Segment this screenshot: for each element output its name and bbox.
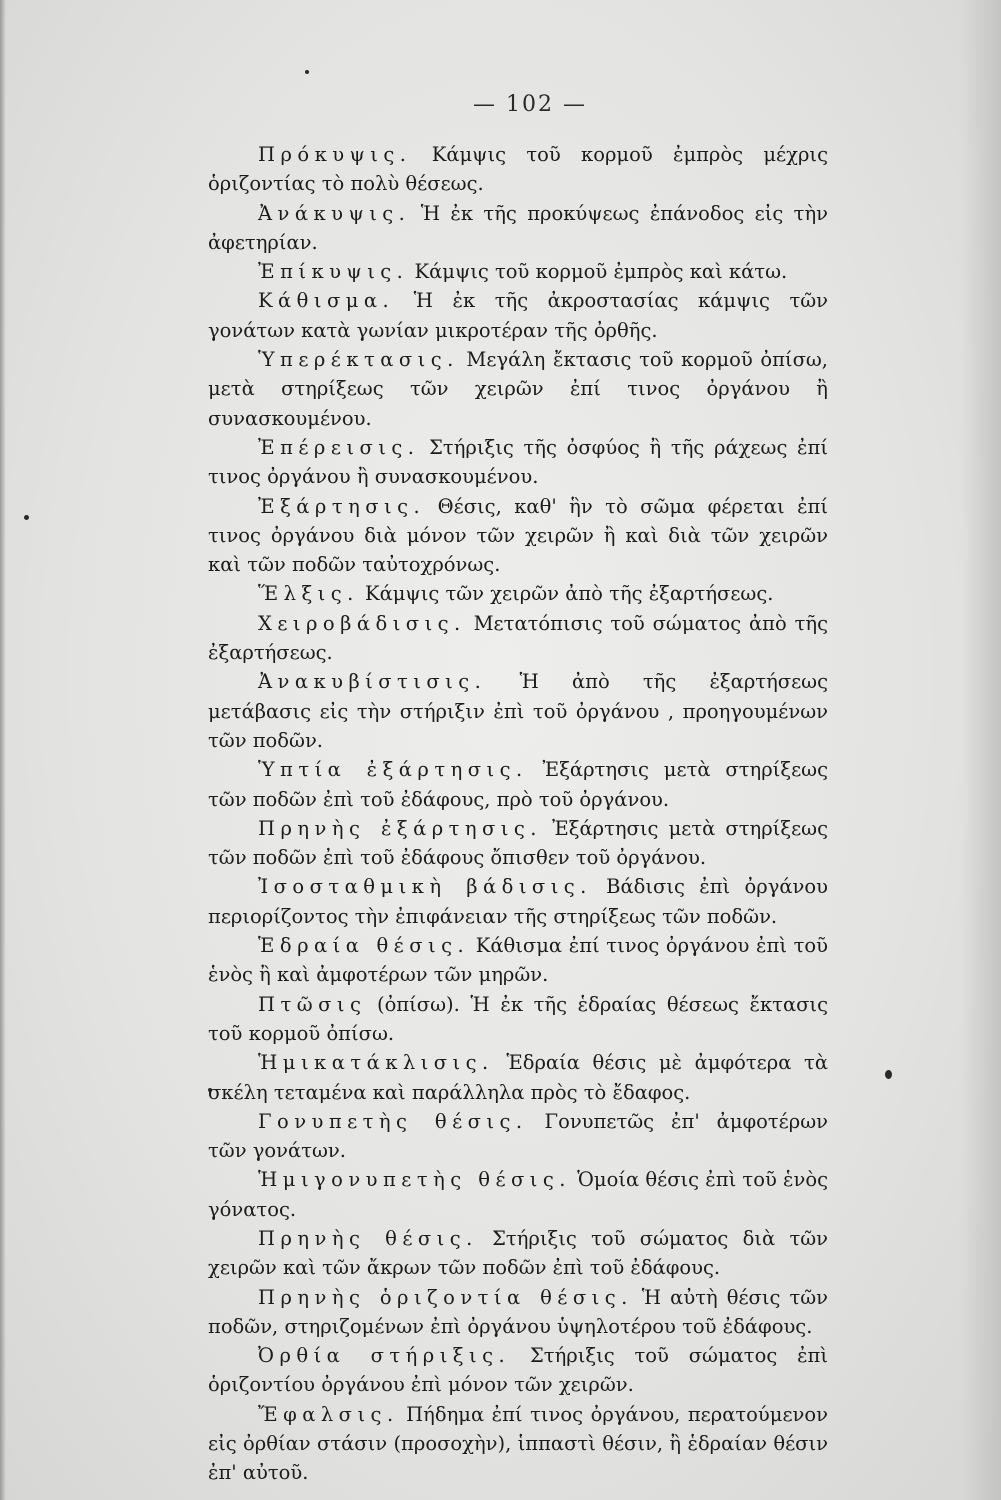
entry-term: Ἔφαλσις. [258,1402,399,1426]
entry-definition: Κάμψις τοῦ κορμοῦ ἐμπρὸς μέχρις ὁριζοντίας τὸ πολὺ θέσεως. [208,143,828,196]
page-right-shadow [961,0,1001,1500]
glossary-entry [208,872,828,931]
entry-definition: Κάθισμα ἐπί τινος ὀργάνου ἐπὶ τοῦ ἑνὸς ἢ καὶ ἀμφοτέρων τῶν μηρῶν. [208,934,828,987]
glossary-entry [208,257,828,286]
entry-term: Χειροβάδισις. [258,611,466,635]
glossary-entry [208,931,828,990]
glossary-entry [208,1283,828,1342]
glossary-entry [208,990,828,1049]
glossary-text [208,140,828,1488]
glossary-entry [208,1107,828,1166]
entry-term: Γονυπετὴς θέσις. [258,1109,528,1133]
ink-spot [305,70,309,74]
entry-definition: Ἡ ἐκ τῆς ἀκροστασίας κάμψις τῶν γονάτων κατὰ γωνίαν μικροτέραν τῆς ὀρθῆς. [208,289,828,342]
glossary-entry [208,199,828,258]
page-number: — 102 — [473,92,587,117]
entry-definition: Πήδημα ἐπί τινος ὀργάνου, περατούμενον εἰς ὀρθίαν στάσιν (προσοχὴν), ἱππαστὶ θέσιν, ἢ ἑδραίαν θέσιν ἐπ' αὐτοῦ. [208,1402,828,1485]
entry-term: Ἐπίκυψις. [258,260,409,284]
entry-definition: Μεγάλη ἔκτασις τοῦ κορμοῦ ὀπίσω, μετὰ στηρίξεως τῶν χειρῶν ἐπί τινος ὀργάνου ἢ συνασκουμένου. [208,348,828,430]
glossary-entry [208,814,828,873]
glossary-entry [208,286,828,345]
entry-definition: Στήριξις τῆς ὀσφύος ἢ τῆς ράχεως ἐπί τινος ὀργάνου ἢ συνασκουμένου. [208,435,828,489]
entry-term: Πρηνὴς θέσις. [258,1226,478,1250]
entry-definition: Ἐξάρτησις μετὰ στηρίξεως τῶν ποδῶν ἐπὶ τοῦ ἐδάφους, πρὸ τοῦ ὀργάνου. [208,758,828,811]
glossary-entry [208,1048,828,1107]
entry-term: Ὀρθία στήριξις. [258,1344,511,1368]
glossary-entry [208,1400,828,1488]
entry-term: Πτῶσις [258,992,367,1016]
entry-definition: Κάμψις τοῦ κορμοῦ ἐμπρὸς καὶ κάτω. [408,260,788,284]
entry-term: Ὑπερέκτασις. [258,348,459,372]
glossary-entry [208,755,828,814]
entry-definition: Μετατόπισις τοῦ σώματος ἀπὸ τῆς ἐξαρτήσεως. [208,611,828,665]
entry-term: Ἐπέρεισις. [258,435,420,459]
entry-definition: Ἡ ἀπὸ τῆς ἐξαρτήσεως μετάβασις εἰς τὴν στήριξιν ἐπὶ τοῦ ὀργάνου , προηγουμένων τῶν ποδῶν. [208,670,828,752]
entry-term: Ἐξάρτησις. [258,494,426,518]
entry-term: Ἰσοσταθμικὴ βάδισις. [258,875,592,899]
entry-term: Ἀνακυβίστισις. [258,670,487,694]
entry-definition: Κάμψις τῶν χειρῶν ἀπὸ τῆς ἐξαρτήσεως. [358,582,774,606]
ink-spot [885,1070,892,1079]
glossary-entry [208,433,828,492]
entry-definition: Στήριξις τοῦ σώματος ἐπὶ ὁριζοντίου ὀργάνου ἐπὶ μόνον τῶν χειρῶν. [208,1344,829,1397]
entry-definition: Βάδισις ἐπὶ ὀργάνου περιορίζοντος τὴν ἐπιφάνειαν τῆς στηρίξεως τῶν ποδῶν. [208,875,828,928]
entry-definition: (ὀπίσω). Ἡ ἐκ τῆς ἑδραίας θέσεως ἔκτασις τοῦ κορμοῦ ὀπίσω. [208,992,828,1045]
entry-term: Ἀνάκυψις. [258,201,411,225]
entry-term: Ἑδραία θέσις. [258,934,470,958]
glossary-entry [208,1224,828,1283]
page-left-shadow [0,0,6,1500]
entry-term: Ἡμιγονυπετὴς θέσις. [258,1168,571,1192]
glossary-entry [208,345,828,433]
glossary-entry [208,579,828,608]
entry-term: Πρηνὴς ὁριζοντία θέσις. [258,1285,633,1309]
glossary-entry [208,667,828,755]
entry-term: Ὑπτία ἐξάρτησις. [258,758,528,782]
entry-definition: Ἡ αὐτὴ θέσις τῶν ποδῶν, στηριζομένων ἐπὶ ὀργάνου ὑψηλοτέρου τοῦ ἐδάφους. [208,1285,828,1338]
entry-definition: Ἑδραία θέσις μὲ ἀμφότερα τὰ σκέλη τεταμένα καὶ παράλληλα πρὸς τὸ ἔδαφος. [208,1051,828,1104]
glossary-entry [208,492,828,580]
entry-definition: Ἡ ἐκ τῆς προκύψεως ἐπάνοδος εἰς τὴν ἀφετηρίαν. [208,201,828,254]
entry-term: Πρόκυψις. [258,143,412,166]
entry-definition: Ὁμοία θέσις ἐπὶ τοῦ ἑνὸς γόνατος. [208,1168,828,1221]
entry-term: Πρηνὴς ἐξάρτησις. [258,816,542,840]
glossary-entry [208,140,828,199]
entry-term: Κάθισμα. [258,289,395,313]
entry-definition: Θέσις, καθ' ἣν τὸ σῶμα φέρεται ἐπί τινος ὀργάνου διὰ μόνον τῶν χειρῶν ἢ καὶ διὰ τῶν χειρῶν καὶ τῶν ποδῶν ταὐτοχρόνως. [208,494,828,577]
entry-term: Ἡμικατάκλισις. [258,1051,494,1075]
entry-definition: Στήριξις τοῦ σώματος διὰ τῶν χειρῶν καὶ τῶν ἄκρων τῶν ποδῶν ἐπὶ τοῦ ἐδάφους. [208,1226,828,1280]
entry-definition: Ἐξάρτησις μετὰ στηρίξεως τῶν ποδῶν ἐπὶ τοῦ ἐδάφους ὄπισθεν τοῦ ὀργάνου. [208,816,828,870]
glossary-entry [208,1341,828,1400]
glossary-entry [208,609,828,668]
glossary-entry [208,1165,828,1224]
entry-definition: Γονυπετῶς ἐπ' ἀμφοτέρων τῶν γονάτων. [208,1109,829,1163]
ink-spot [24,515,29,520]
entry-term: Ἕλξις. [258,582,359,606]
